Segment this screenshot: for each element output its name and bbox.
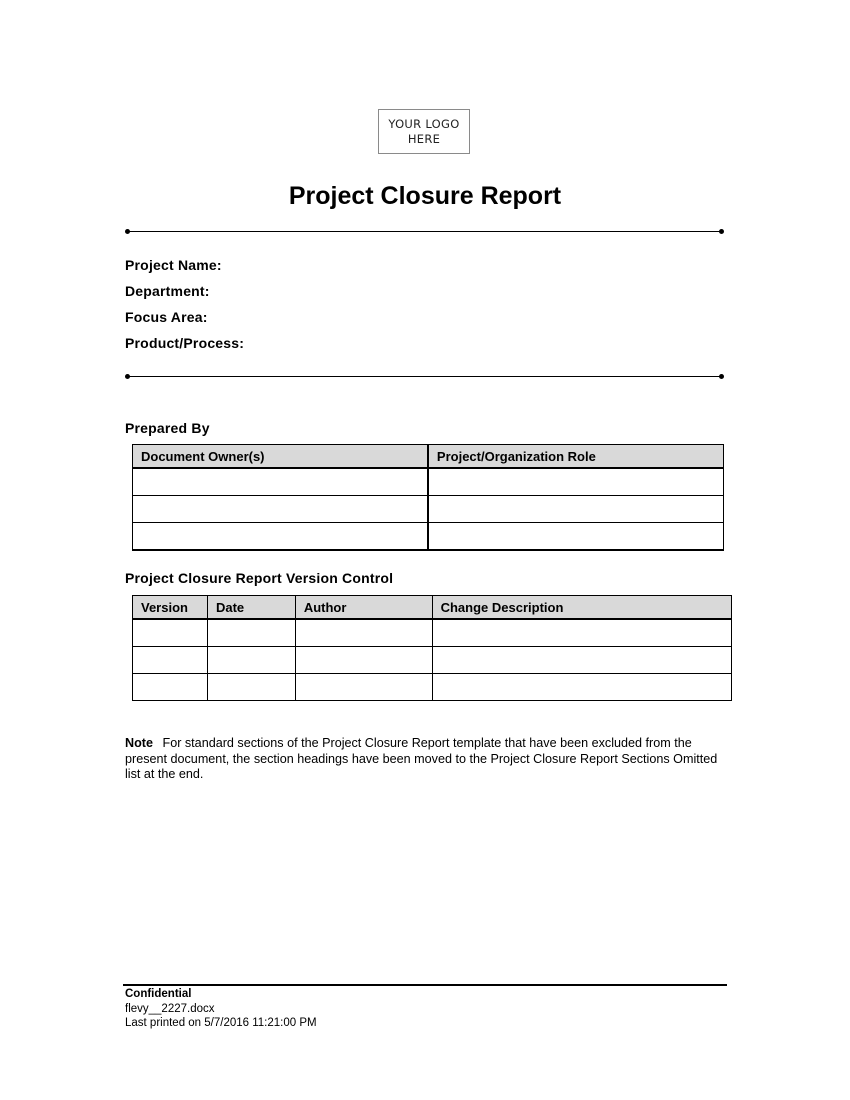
column-header-version: Version bbox=[133, 596, 208, 620]
footer-divider bbox=[123, 984, 727, 986]
prepared-by-table bbox=[132, 444, 724, 551]
owner-cell[interactable] bbox=[133, 523, 428, 551]
table-row bbox=[133, 523, 724, 551]
role-cell[interactable] bbox=[428, 496, 724, 523]
column-header-document-owner: Document Owner(s) bbox=[133, 445, 428, 469]
table-row bbox=[133, 619, 732, 647]
version-control-table bbox=[132, 595, 732, 701]
column-header-role: Project/Organization Role bbox=[428, 445, 724, 469]
owner-cell[interactable] bbox=[133, 496, 428, 523]
table-row bbox=[133, 647, 732, 674]
change-description-cell[interactable] bbox=[432, 619, 731, 647]
project-name-label: Project Name: bbox=[125, 257, 222, 273]
column-header-date: Date bbox=[207, 596, 295, 620]
role-cell[interactable] bbox=[428, 468, 724, 496]
prepared-by-heading: Prepared By bbox=[125, 420, 210, 436]
footer-confidential: Confidential bbox=[125, 988, 192, 1000]
author-cell[interactable] bbox=[295, 647, 432, 674]
table-row bbox=[133, 468, 724, 496]
document-title: Project Closure Report bbox=[288, 182, 562, 210]
date-cell[interactable] bbox=[207, 647, 295, 674]
footer-filename: flevy__2227.docx bbox=[125, 1002, 215, 1015]
role-cell[interactable] bbox=[428, 523, 724, 551]
table-header-row bbox=[133, 445, 724, 469]
note-label: Note bbox=[125, 736, 153, 750]
focus-area-label: Focus Area: bbox=[125, 309, 208, 325]
change-description-cell[interactable] bbox=[432, 674, 731, 701]
bottom-divider bbox=[127, 376, 722, 377]
department-label: Department: bbox=[125, 283, 210, 299]
note-paragraph bbox=[125, 736, 735, 783]
date-cell[interactable] bbox=[207, 674, 295, 701]
table-row bbox=[133, 674, 732, 701]
logo-text-line2: HERE bbox=[407, 131, 441, 146]
top-divider bbox=[127, 231, 722, 232]
version-cell[interactable] bbox=[133, 647, 208, 674]
version-cell[interactable] bbox=[133, 619, 208, 647]
owner-cell[interactable] bbox=[133, 468, 428, 496]
version-cell[interactable] bbox=[133, 674, 208, 701]
footer bbox=[125, 987, 317, 1031]
product-process-label: Product/Process: bbox=[125, 335, 245, 351]
table-row bbox=[133, 496, 724, 523]
note-text: For standard sections of the Project Closure Report template that have been excluded from the present document, the section headings have been moved to the Project Closure Report Sections Omitted list at the end. bbox=[125, 736, 718, 781]
column-header-change-description: Change Description bbox=[432, 596, 731, 620]
author-cell[interactable] bbox=[295, 619, 432, 647]
version-control-heading: Project Closure Report Version Control bbox=[125, 570, 394, 586]
author-cell[interactable] bbox=[295, 674, 432, 701]
footer-printed-date: Last printed on 5/7/2016 11:21:00 PM bbox=[125, 1017, 317, 1029]
column-header-author: Author bbox=[295, 596, 432, 620]
change-description-cell[interactable] bbox=[432, 647, 731, 674]
table-header-row bbox=[133, 596, 732, 620]
date-cell[interactable] bbox=[207, 619, 295, 647]
logo-text-line1: YOUR LOGO bbox=[388, 116, 460, 131]
logo-placeholder bbox=[378, 109, 470, 154]
